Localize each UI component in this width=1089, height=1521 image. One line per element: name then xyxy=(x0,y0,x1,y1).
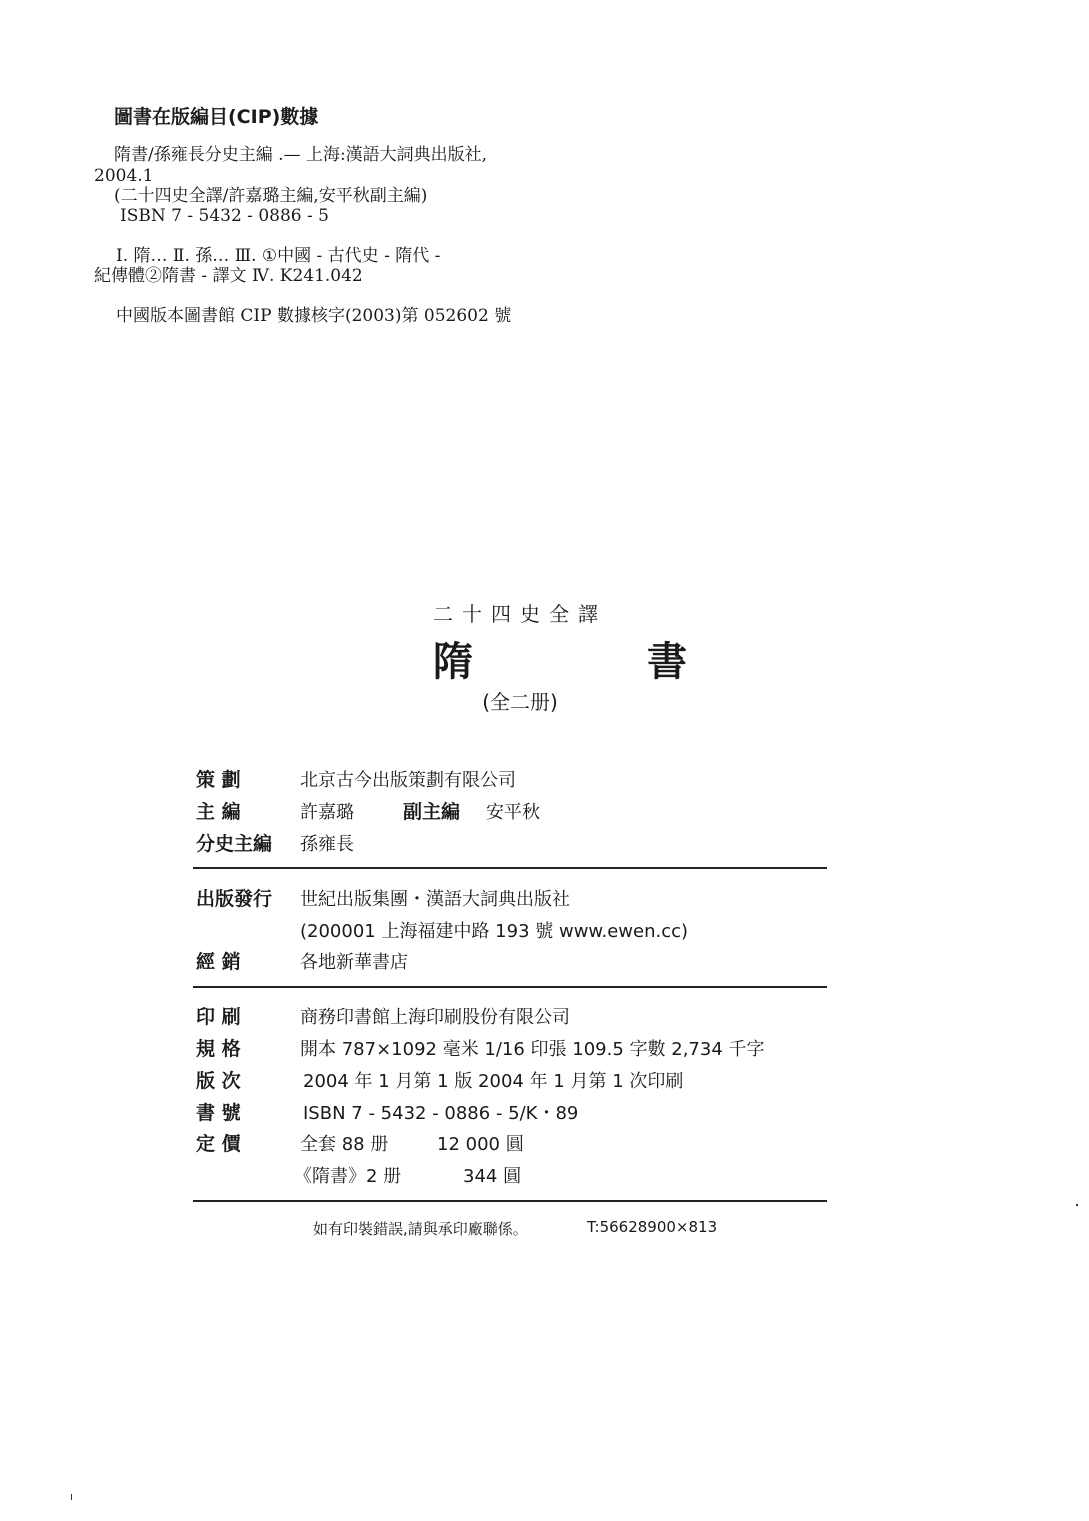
printer-label: 印 刷 xyxy=(196,1006,241,1028)
cip-line-record-number: 中國版本圖書館 CIP 數據核字(2003)第 052602 號 xyxy=(116,306,512,326)
edition-value: 2004 年 1 月第 1 版 2004 年 1 月第 1 次印刷 xyxy=(303,1071,684,1092)
scan-speck xyxy=(1076,1204,1078,1206)
editor-value: 許嘉璐 xyxy=(300,802,354,823)
price-book-amount: 344 圓 xyxy=(463,1166,522,1187)
error-notice: 如有印裝錯誤,請與承印廠聯係。 xyxy=(313,1220,528,1238)
cip-line-title: 隋書/孫雍長分史主編 .— 上海:漢語大詞典出版社, xyxy=(114,145,488,165)
deputy-editor-value: 安平秋 xyxy=(486,802,540,823)
planning-value: 北京古今出版策劃有限公司 xyxy=(300,770,516,791)
divider-1 xyxy=(193,867,827,869)
printer-phone: T:56628900×813 xyxy=(587,1218,718,1236)
series-name: 二十四史全譯 xyxy=(433,602,607,626)
spec-label: 規 格 xyxy=(196,1038,241,1060)
cip-heading: 圖書在版編目(CIP)數據 xyxy=(114,106,319,128)
edition-label: 版 次 xyxy=(196,1070,241,1092)
spec-value: 開本 787×1092 毫米 1/16 印張 109.5 字數 2,734 千字 xyxy=(300,1039,765,1060)
publisher-label: 出版發行 xyxy=(196,888,273,910)
deputy-editor-label: 副主編 xyxy=(403,801,461,823)
planning-label: 策 劃 xyxy=(196,769,241,791)
publisher-address: (200001 上海福建中路 193 號 www.ewen.cc) xyxy=(300,921,689,942)
book-title: 隋 書 xyxy=(433,638,767,685)
cip-line-isbn: ISBN 7 - 5432 - 0886 - 5 xyxy=(120,206,329,226)
distributor-label: 經 銷 xyxy=(196,951,241,973)
cip-line-series: (二十四史全譯/許嘉璐主編,安平秋副主編) xyxy=(114,186,428,206)
price-set-amount: 12 000 圓 xyxy=(437,1134,524,1155)
price-set: 全套 88 册 xyxy=(300,1134,389,1155)
price-book: 《隋書》2 册 xyxy=(294,1166,402,1187)
cip-line-classification-cont: 紀傳體②隋書 - 譯文 Ⅳ. K241.042 xyxy=(94,266,363,286)
section-editor-label: 分史主編 xyxy=(196,833,273,855)
volume-count: (全二册) xyxy=(482,690,558,714)
isbn-label: 書 號 xyxy=(196,1102,241,1124)
cip-line-classification: Ⅰ. 隋… Ⅱ. 孫… Ⅲ. ①中國 - 古代史 - 隋代 - xyxy=(116,246,441,266)
scan-mark xyxy=(71,1494,72,1500)
cip-line-date: 2004.1 xyxy=(94,166,154,186)
section-editor-value: 孫雍長 xyxy=(300,834,354,855)
divider-3 xyxy=(193,1200,827,1202)
publisher-value: 世紀出版集團・漢語大詞典出版社 xyxy=(300,889,570,910)
printer-value: 商務印書館上海印刷股份有限公司 xyxy=(300,1007,570,1028)
editor-label: 主 編 xyxy=(196,801,241,823)
isbn-value: ISBN 7 - 5432 - 0886 - 5/K・89 xyxy=(303,1103,579,1124)
divider-2 xyxy=(193,986,827,988)
price-label: 定 價 xyxy=(196,1133,241,1155)
distributor-value: 各地新華書店 xyxy=(300,952,408,973)
